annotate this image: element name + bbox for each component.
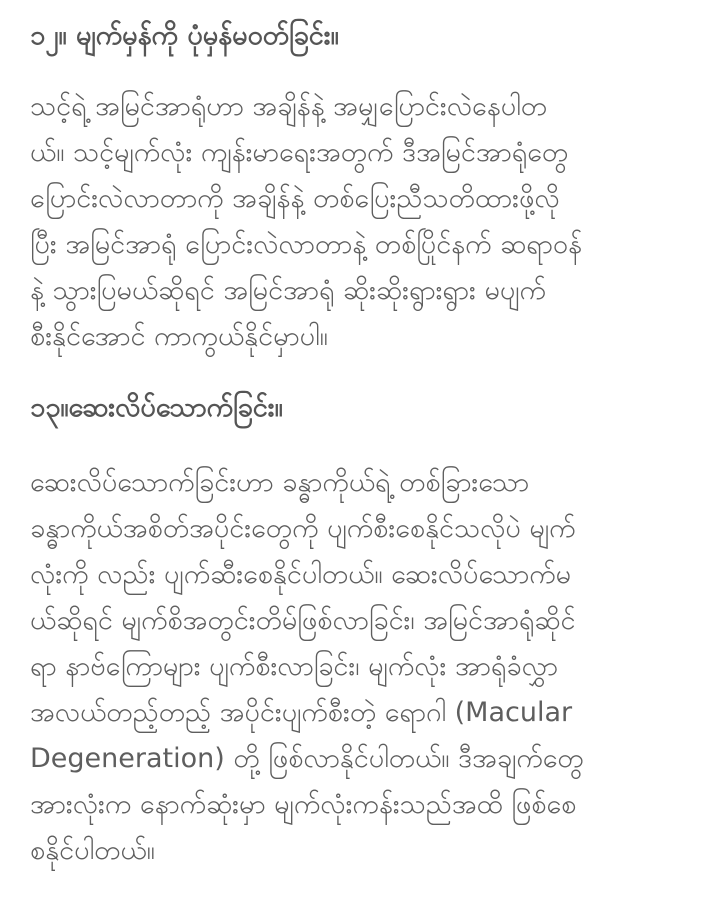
section-smoking — [30, 384, 690, 874]
paragraph-line: နဲ့ သွားပြမယ်ဆိုရင် အမြင်အာရုံ ဆိုးဆိုးရွားရွား မပျက် — [30, 275, 546, 306]
paragraph-line: ယ်ဆိုရင် မျက်စိအတွင်းတိမ်ဖြစ်လာခြင်း၊ အမြင်အာရုံဆိုင် — [30, 605, 576, 636]
paragraph-line: သင့်ရဲ့ အမြင်အာရုံဟာ အချိန်နဲ့ အမျှပြောင်းလဲနေပါတ — [30, 91, 548, 122]
paragraph-line: ဆေးလိပ်သောက်ခြင်းဟာ ခန္ဓာကိုယ်ရဲ့ တစ်ခြားသော — [30, 467, 530, 498]
paragraph-line: လုံးကို လည်း ပျက်ဆီးစေနိုင်ပါတယ်။ ဆေးလိပ်သောက်မ — [30, 559, 572, 590]
paragraph-line: Degeneration) တို့ ဖြစ်လာနိုင်ပါတယ်။ ဒီအချက်တွေ — [30, 743, 584, 774]
paragraph-line: ယ်။ သင့်မျက်လုံး ကျန်းမာရေးအတွက် ဒီအမြင်အာရုံတွေ — [30, 137, 569, 168]
paragraph-line: ပြီး အမြင်အာရုံ ပြောင်းလဲလာတာနဲ့ တစ်ပြိုင်နက် ဆရာဝန် — [30, 229, 582, 260]
section-heading: ၁၃။ဆေးလိပ်သောက်ခြင်း။ — [30, 392, 283, 423]
section-eyeglasses — [30, 12, 690, 360]
paragraph-line: စနိုင်ပါတယ်။ — [30, 835, 155, 866]
paragraph-line: ပြောင်းလဲလာတာကို အချိန်နဲ့ တစ်ပြေးညီသတိထားဖို့လို — [30, 183, 560, 214]
paragraph-line: စီးနိုင်အောင် ကာကွယ်နိုင်မှာပါ။ — [30, 321, 328, 352]
section-heading: ၁၂။ မျက်မှန်ကို ပုံမှန်မဝတ်ခြင်း။ — [30, 20, 339, 51]
section-paragraph — [30, 460, 690, 874]
paragraph-line: အလယ်တည့်တည့် အပိုင်းပျက်စီးတဲ့ ရောဂါ (Macular — [30, 697, 573, 728]
paragraph-line: အားလုံးက နောက်ဆုံးမှာ မျက်လုံးကန်းသည်အထိ ဖြစ်စေ — [30, 789, 577, 820]
paragraph-line: ရာ နာဗ်ကြောများ ပျက်စီးလာခြင်း၊ မျက်လုံး အာရုံခံလွှာ — [30, 651, 558, 682]
section-paragraph — [30, 84, 690, 360]
paragraph-line: ခန္ဓာကိုယ်အစိတ်အပိုင်းတွေကို ပျက်စီးစေနိုင်သလိုပဲ မျက် — [30, 513, 576, 544]
